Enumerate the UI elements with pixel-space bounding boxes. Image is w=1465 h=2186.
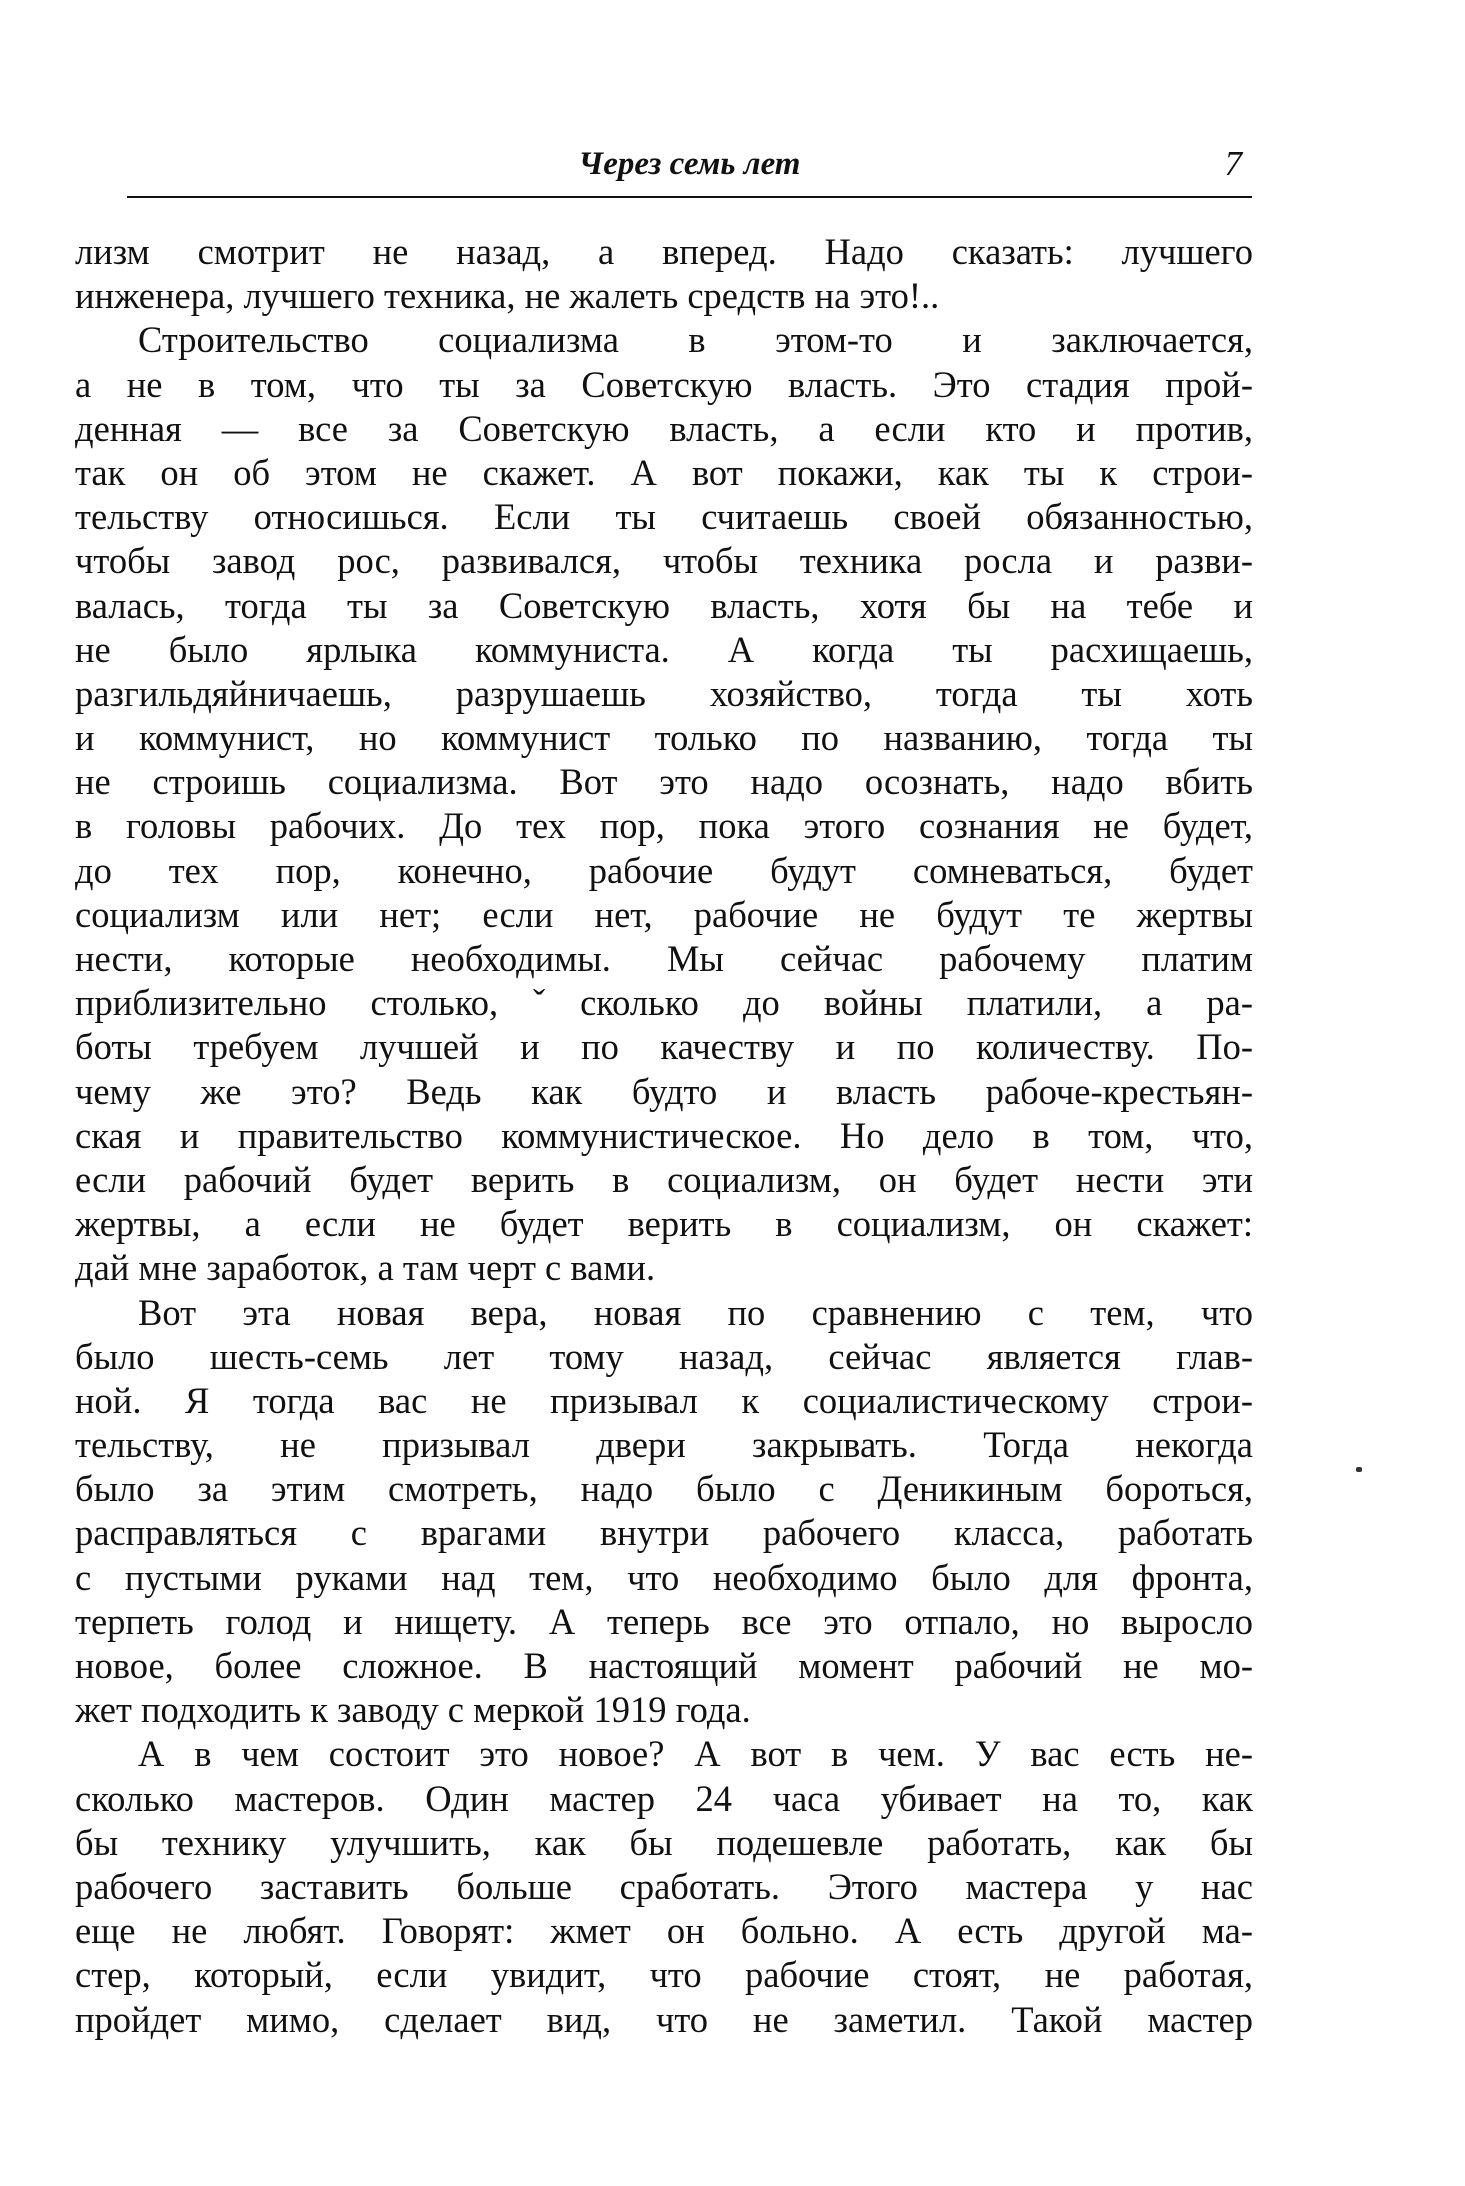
text-line: если рабочий будет верить в социализм, он будет нести эти: [75, 1158, 1253, 1200]
header-rule: [127, 196, 1252, 198]
text-line: новое, более сложное. В настоящий момент рабочий не мо-: [75, 1645, 1253, 1686]
text-line: пройдет мимо, сделает вид, что не заметил. Такой мастер: [75, 1998, 1253, 2040]
text-line: тельству, не призывал двери закрывать. Тогда некогда: [75, 1424, 1253, 1466]
running-title: Через семь лет: [578, 146, 801, 182]
page-number: 7: [1224, 144, 1242, 183]
text-line: денная — все за Советскую власть, а если кто и против,: [75, 407, 1253, 449]
text-line: чтобы завод рос, развивался, чтобы техника росла и разви-: [75, 540, 1253, 582]
text-line: и коммунист, но коммунист только по названию, тогда ты: [75, 717, 1253, 759]
text-line: расправляться с врагами внутри рабочего класса, работать: [75, 1512, 1253, 1554]
text-line: разгильдяйничаешь, разрушаешь хозяйство, тогда ты хоть: [75, 672, 1253, 714]
text-line: сколько мастеров. Один мастер 24 часа убивает на то, как: [75, 1777, 1253, 1819]
text-line: валась, тогда ты за Советскую власть, хотя бы на тебе и: [75, 584, 1253, 626]
text-line: не строишь социализма. Вот это надо осознать, надо вбить: [75, 761, 1253, 803]
text-line: терпеть голод и нищету. А теперь все это отпало, но выросло: [75, 1600, 1253, 1642]
text-line: до тех пор, конечно, рабочие будут сомневаться, будет: [75, 849, 1253, 891]
text-line: стер, который, если увидит, что рабочие стоят, не работая,: [75, 1954, 1253, 1996]
text-line: с пустыми руками над тем, что необходимо было для фронта,: [75, 1556, 1253, 1598]
text-line: ной. Я тогда вас не призывал к социалистическому строи-: [75, 1379, 1253, 1421]
ink-speck: [1356, 1467, 1362, 1472]
page-header: [127, 140, 1252, 192]
paragraph-first-line: Вот эта новая вера, новая по сравнению с тем, что: [138, 1291, 1253, 1333]
text-line: дай мне заработок, а там черт с вами.: [75, 1247, 656, 1289]
text-line: было шесть-семь лет тому назад, сейчас является глав-: [75, 1335, 1253, 1377]
text-line: так он об этом не скажет. А вот покажи, как ты к строи-: [75, 451, 1253, 493]
text-line: а не в том, что ты за Советскую власть. Это стадия прой-: [75, 363, 1253, 405]
text-line: рабочего заставить больше сработать. Этого мастера у нас: [75, 1865, 1253, 1907]
text-line: не было ярлыка коммуниста. А когда ты расхищаешь,: [75, 628, 1253, 670]
text-line: жет подходить к заводу с меркой 1919 года.: [75, 1689, 751, 1731]
text-line: было за этим смотреть, надо было с Деникиным бороться,: [75, 1468, 1253, 1510]
text-line: тельству относишься. Если ты считаешь своей обязанностью,: [75, 496, 1253, 538]
text-line: в головы рабочих. До тех пор, пока этого сознания не будет,: [75, 805, 1253, 847]
body-text: [75, 230, 1253, 2042]
text-line: лизм смотрит не назад, а вперед. Надо сказать: лучшего: [75, 231, 1253, 272]
text-line: чему же это? Ведь как будто и власть рабоче-крестьян-: [75, 1070, 1253, 1112]
text-line: инженера, лучшего техника, не жалеть средств на это!..: [75, 275, 940, 317]
text-line: нести, которые необходимы. Мы сейчас рабочему платим: [75, 938, 1253, 979]
text-line: жертвы, а если не будет верить в социализм, он скажет:: [75, 1203, 1253, 1245]
text-line: боты требуем лучшей и по качеству и по количеству. По-: [75, 1026, 1253, 1068]
paragraph-first-line: А в чем состоит это новое? А вот в чем. У вас есть не-: [138, 1733, 1253, 1775]
text-line: приблизительно столько,ˇсколько до войны платили, а ра-: [75, 982, 1253, 1024]
text-line: ская и правительство коммунистическое. Но дело в том, что,: [75, 1114, 1253, 1156]
text-line: социализм или нет; если нет, рабочие не будут те жертвы: [75, 893, 1253, 935]
paragraph-first-line: Строительство социализма в этом-то и заключается,: [138, 319, 1253, 361]
text-line: бы технику улучшить, как бы подешевле работать, как бы: [75, 1821, 1253, 1863]
text-line: еще не любят. Говорят: жмет он больно. А есть другой ма-: [75, 1910, 1253, 1952]
